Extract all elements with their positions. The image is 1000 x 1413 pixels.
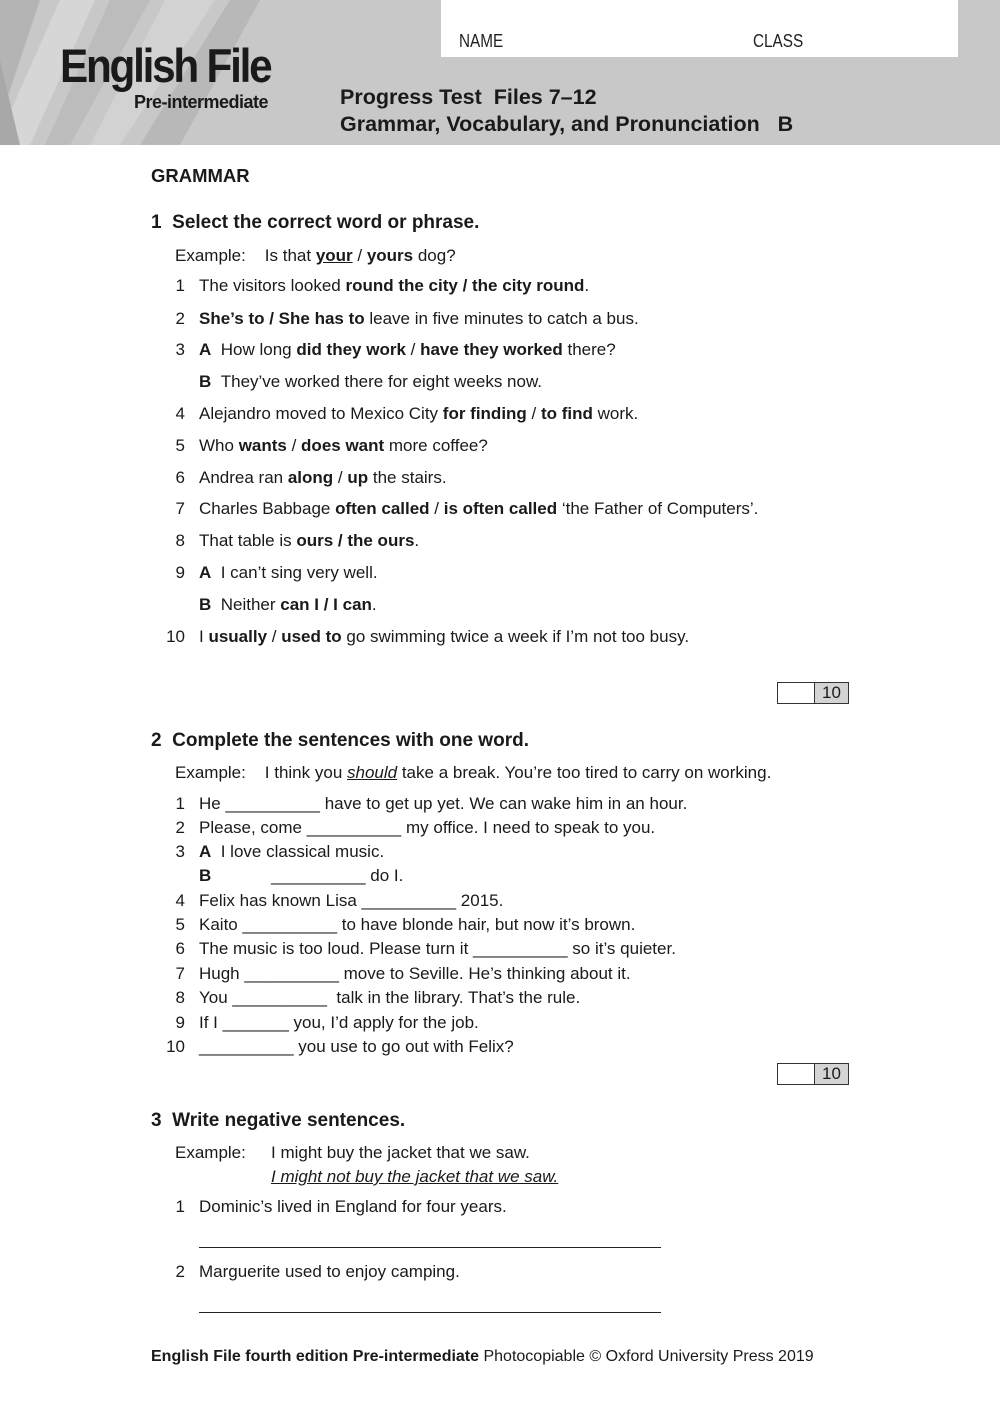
ex2-item-3b <box>199 866 211 886</box>
choice-option-2[interactable]: used to <box>281 627 342 646</box>
speaker-b: B <box>199 372 212 391</box>
ex2-item-9[interactable]: If I _______ you, I’d apply for the job. <box>199 1013 479 1032</box>
choice-option-1[interactable]: usually <box>208 627 268 646</box>
footer-edition: English File fourth edition Pre-intermediate <box>151 1348 480 1365</box>
item-number: 10 <box>166 627 185 646</box>
item-number: 7 <box>175 499 185 518</box>
item-number: 10 <box>166 1037 185 1056</box>
choice-option-1[interactable]: for finding <box>442 404 527 423</box>
exercise-instruction: Complete the sentences with one word. <box>172 730 529 751</box>
item-text: the stairs. <box>368 468 447 487</box>
ex2-item-4[interactable]: Felix has known Lisa __________ 2015. <box>199 891 504 910</box>
speaker-b: B <box>199 595 212 614</box>
ex3-item-2: Marguerite used to enjoy camping. <box>199 1262 460 1281</box>
item-text: Alejandro moved to Mexico City <box>199 404 443 423</box>
item-number: 2 <box>175 818 185 837</box>
ex2-item-5[interactable]: Kaito __________ to have blonde hair, but now it’s brown. <box>199 915 636 934</box>
item-text: The visitors looked <box>199 276 346 295</box>
choice-option-2[interactable]: have they worked <box>420 340 563 359</box>
item-text: leave in five minutes to catch a bus. <box>364 309 639 328</box>
item-text: / <box>333 468 348 487</box>
choice[interactable]: She’s to / She has to <box>199 309 365 328</box>
exercise-number: 2 <box>151 730 162 751</box>
example-label: Example: <box>175 246 246 265</box>
item-text: I <box>199 627 209 646</box>
ex1-item-9b <box>199 595 377 615</box>
item-number: 1 <box>175 794 185 813</box>
page-header <box>0 0 1000 145</box>
item-text: They’ve worked there for eight weeks now. <box>220 372 543 391</box>
ex1-item-1 <box>199 276 589 296</box>
example-text: / <box>352 246 367 265</box>
item-number: 1 <box>175 276 185 295</box>
ex2-item-6[interactable]: The music is too loud. Please turn it __________ so it’s quieter. <box>199 939 676 958</box>
choice[interactable]: ours / the ours <box>296 531 415 550</box>
ex1-item-4 <box>199 404 638 424</box>
item-text: more coffee? <box>384 436 488 455</box>
answer-line[interactable] <box>199 1247 661 1248</box>
item-text: / <box>267 627 282 646</box>
ex1-example <box>175 246 456 266</box>
item-text: / <box>429 499 444 518</box>
ex1-item-8 <box>199 531 419 551</box>
item-number: 2 <box>175 309 185 328</box>
ex3-example-sentence: I might buy the jacket that we saw. <box>271 1143 530 1162</box>
item-number: 5 <box>175 915 185 934</box>
item-text: . <box>371 595 377 614</box>
item-number: 6 <box>175 939 185 958</box>
example-text: Is that <box>264 246 316 265</box>
choice-option-1[interactable]: wants <box>238 436 287 455</box>
speaker-a: A <box>199 842 212 861</box>
item-text: ‘the Father of Computers’. <box>557 499 759 518</box>
item-text: Neither <box>220 595 281 614</box>
ex2-item-10[interactable]: __________ you use to go out with Felix? <box>199 1037 514 1056</box>
item-number: 8 <box>175 531 185 550</box>
item-text: That table is <box>199 531 297 550</box>
item-text: go swimming twice a week if I’m not too busy. <box>341 627 690 646</box>
item-number: 4 <box>175 891 185 910</box>
ex2-item-3b-text[interactable]: __________ do I. <box>271 866 404 885</box>
item-text: . <box>414 531 420 550</box>
speaker-a: A <box>199 340 212 359</box>
score-total: 10 <box>815 683 848 703</box>
item-text: Charles Babbage <box>199 499 336 518</box>
item-text: I can’t sing very well. <box>220 563 378 582</box>
name-class-box <box>441 0 958 57</box>
test-title <box>340 84 793 138</box>
score-input[interactable] <box>778 683 815 703</box>
item-text: there? <box>562 340 616 359</box>
ex1-item-10 <box>199 627 689 647</box>
item-text: I love classical music. <box>220 842 385 861</box>
choice-option-2[interactable]: to find <box>540 404 593 423</box>
ex2-item-8[interactable]: You __________ talk in the library. That’s the rule. <box>199 988 581 1007</box>
choice-option-1[interactable]: along <box>287 468 334 487</box>
item-number: 5 <box>175 436 185 455</box>
section-heading-grammar: GRAMMAR <box>151 165 250 186</box>
exercise-number: 1 <box>151 212 162 233</box>
ex3-item-1: Dominic’s lived in England for four years. <box>199 1197 507 1216</box>
ex2-example <box>175 763 771 783</box>
name-label: NAME <box>459 31 504 51</box>
exercise-number: 3 <box>151 1110 162 1131</box>
score-input[interactable] <box>778 1064 815 1084</box>
ex3-example-answer: I might not buy the jacket that we saw. <box>271 1167 559 1186</box>
ex1-item-7 <box>199 499 758 519</box>
example-answer: your <box>315 246 353 265</box>
item-number: 9 <box>175 1013 185 1032</box>
choice-option-1[interactable]: did they work <box>296 340 406 359</box>
test-title-line1: Progress Test Files 7–12 <box>340 85 597 109</box>
ex1-item-9a <box>199 563 378 583</box>
item-text: Who <box>199 436 239 455</box>
choice-option-2[interactable]: is often called <box>443 499 558 518</box>
ex1-item-3b <box>199 372 542 392</box>
choice-option-2[interactable]: up <box>347 468 369 487</box>
item-number: 6 <box>175 468 185 487</box>
example-option: yours <box>366 246 414 265</box>
exercise-instruction: Write negative sentences. <box>172 1110 406 1131</box>
speaker-a: A <box>199 563 212 582</box>
choice-option-2[interactable]: does want <box>301 436 385 455</box>
item-number: 9 <box>175 563 185 582</box>
choice-option-1[interactable]: often called <box>335 499 430 518</box>
ex3-example-label: Example: <box>175 1143 246 1162</box>
test-title-line2: Grammar, Vocabulary, and Pronunciation B <box>340 112 794 136</box>
ex2-item-3a <box>199 842 384 862</box>
item-number: 3 <box>175 842 185 861</box>
exercise-2-heading <box>151 731 529 751</box>
example-text: I think you <box>264 763 347 782</box>
page-footer <box>151 1347 814 1367</box>
ex1-item-3a <box>199 340 616 360</box>
example-text: take a break. You’re too tired to carry on working. <box>397 763 772 782</box>
item-text: / <box>405 340 421 359</box>
item-text: work. <box>592 404 639 423</box>
logo-subtitle: Pre-intermediate <box>134 92 269 112</box>
ex2-item-2[interactable]: Please, come __________ my office. I need to speak to you. <box>199 818 656 837</box>
item-number: 1 <box>175 1197 185 1216</box>
item-number: 8 <box>175 988 185 1007</box>
example-text: dog? <box>413 246 456 265</box>
choice[interactable]: can I / I can <box>280 595 372 614</box>
answer-line[interactable] <box>199 1312 661 1313</box>
ex2-score-box <box>777 1063 849 1085</box>
choice[interactable]: round the city / the city round <box>345 276 585 295</box>
item-text: How long <box>220 340 297 359</box>
footer-copyright: Photocopiable © Oxford University Press 2019 <box>479 1348 814 1365</box>
item-number: 4 <box>175 404 185 423</box>
logo-title: English File <box>60 39 271 92</box>
class-label: CLASS <box>753 31 804 51</box>
ex1-item-5 <box>199 436 488 456</box>
item-text: . <box>584 276 590 295</box>
item-number: 7 <box>175 964 185 983</box>
example-label: Example: <box>175 763 246 782</box>
item-number: 2 <box>175 1262 185 1281</box>
item-text: / <box>286 436 302 455</box>
exercise-1-heading <box>151 213 479 233</box>
exercise-instruction: Select the correct word or phrase. <box>172 212 480 233</box>
ex1-item-6 <box>199 468 447 488</box>
item-number: 3 <box>175 340 185 359</box>
item-text: / <box>526 404 541 423</box>
speaker-b: B <box>199 866 212 885</box>
ex2-item-1[interactable]: He __________ have to get up yet. We can wake him in an hour. <box>199 794 688 813</box>
ex1-item-2 <box>199 309 639 329</box>
example-answer: should <box>347 763 398 782</box>
exercise-3-heading <box>151 1111 405 1131</box>
score-total: 10 <box>815 1064 848 1084</box>
ex2-item-7[interactable]: Hugh __________ move to Seville. He’s thinking about it. <box>199 964 631 983</box>
item-text: Andrea ran <box>199 468 288 487</box>
ex1-score-box <box>777 682 849 704</box>
